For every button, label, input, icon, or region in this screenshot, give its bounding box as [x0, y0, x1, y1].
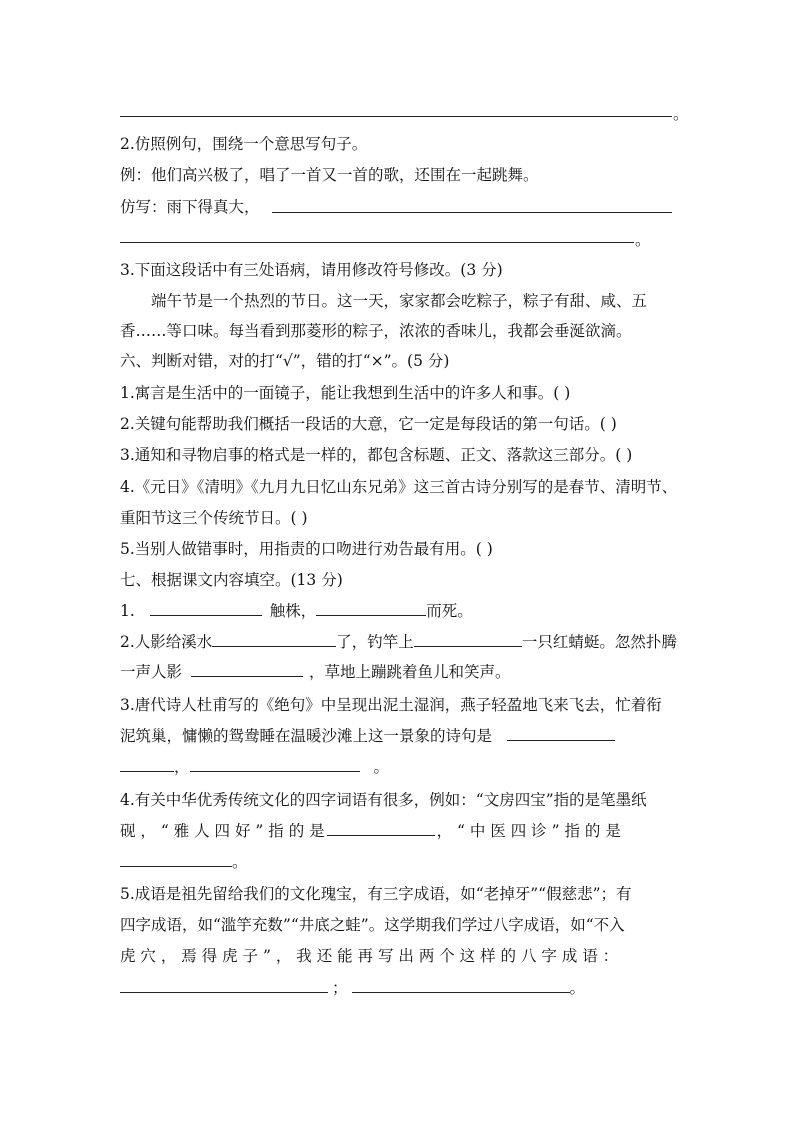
- q3-paragraph-line-2: 香……等口味。每当看到那菱形的粽子，浓浓的香味儿，我都会垂涎欲滴。: [120, 322, 632, 340]
- s7-q3-blank-3[interactable]: [190, 757, 360, 772]
- section-6-title: 六、判断对错，对的打“√”，错的打“×”。(5 分): [120, 352, 450, 370]
- s7-q5-line-2: 四字成语，如“滥竽充数”“井底之蛙”。这学期我们学过八字成语，如“不入: [120, 916, 625, 934]
- q2-answer-line-2[interactable]: [120, 242, 634, 243]
- s7-q5-blank-1[interactable]: [120, 978, 328, 993]
- q2-prompt: 仿写：雨下得真大，: [120, 198, 260, 216]
- s7-q2-b: 了，钓竿上: [336, 633, 414, 651]
- s6-item-1: 1.寓言是生活中的一面镜子，能让我想到生活中的许多人和事。( ): [120, 384, 571, 402]
- s7-q2-c: 一只红蜻蜓。忽然扑腾: [521, 633, 677, 651]
- s7-q5-line-3: 虎 穴 ， 焉 得 虎 子 ” ， 我 还 能 再 写 出 两 个 这 样 的 八 字 成 语 ：: [120, 947, 619, 965]
- s7-q3-blank-1[interactable]: [507, 726, 615, 741]
- s7-q2-blank-1[interactable]: [212, 632, 336, 647]
- q2-example: 例：他们高兴极了，唱了一首又一首的歌，还围在一起跳舞。: [120, 166, 539, 184]
- s7-q2-blank-2[interactable]: [414, 632, 522, 647]
- q3-paragraph-line-1: 端午节是一个热烈的节日。这一天，家家都会吃粽子，粽子有甜、咸、五: [151, 292, 648, 310]
- period-mark: 。: [673, 105, 689, 123]
- s7-q1-end: 而死。: [426, 602, 473, 620]
- s7-q3-line-2-text: 泥筑巢，慵懒的鸳鸯睡在温暖沙滩上这一景象的诗句是: [120, 727, 493, 745]
- s7-q2-blank-3[interactable]: [191, 662, 303, 677]
- s7-q3-line-1: 3.唐代诗人杜甫写的《绝句》中呈现出泥土湿润，燕子轻盈地飞来飞去，忙着衔: [120, 696, 662, 714]
- s6-item-5: 5.当别人做错事时，用指责的口吻进行劝告最有用。( ): [120, 540, 493, 558]
- section-7-title: 七、根据课文内容填空。(13 分): [120, 571, 343, 589]
- s7-q4-end: 。: [232, 853, 248, 871]
- s7-q5-blank-2[interactable]: [352, 978, 570, 993]
- q2-title: 2.仿照例句，围绕一个意思写句子。: [120, 135, 368, 153]
- s7-q2-line-1: [120, 632, 677, 652]
- s7-q5-sep: ；: [332, 979, 348, 997]
- s7-q4-line-2-b: ， “ 中 医 四 诊 ” 指 的 是: [436, 822, 621, 840]
- s6-item-2: 2.关键句能帮助我们概括一段话的大意，它一定是每段话的第一句话。( ): [120, 415, 617, 433]
- s7-q4-blank-2[interactable]: [120, 852, 232, 867]
- s7-q3-blank-2[interactable]: [120, 757, 174, 772]
- q2-answer-line-1[interactable]: [272, 212, 672, 213]
- s7-q1-blank-1[interactable]: [150, 601, 262, 616]
- s7-q2-d: 一声人影: [120, 663, 183, 681]
- s7-q2-line-2: [120, 662, 510, 682]
- s7-q4-blank-1[interactable]: [327, 821, 435, 836]
- s7-q3-line-2: [120, 726, 615, 746]
- s7-q4-line-2: [120, 821, 621, 841]
- s6-item-3: 3.通知和寻物启事的格式是一样的，都包含标题、正文、落款这三部分。( ): [120, 446, 633, 464]
- s7-q1-blank-2[interactable]: [316, 601, 426, 616]
- s7-q1-num: 1.: [120, 602, 135, 620]
- s7-q3-line-3: [120, 757, 389, 777]
- s6-item-4-cont: 重阳节这三个传统节日。( ): [120, 509, 308, 527]
- s7-q3-end: 。: [373, 758, 390, 776]
- s7-q1: [120, 601, 473, 621]
- s7-q3-comma: ，: [174, 758, 190, 776]
- s7-q4-line-1: 4.有关中华优秀传统文化的四字词语有很多，例如：“文房四宝”指的是笔墨纸: [120, 791, 647, 809]
- answer-line[interactable]: [120, 116, 672, 117]
- s7-q2-a: 2.人影给溪水: [120, 633, 213, 651]
- s7-q5-line-1: 5.成语是祖先留给我们的文化瑰宝，有三字成语，如“老掉牙”“假慈悲”；有: [120, 885, 632, 903]
- s6-item-4: 4.《元日》《清明》《九月九日忆山东兄弟》这三首古诗分别写的是春节、清明节、: [120, 478, 678, 496]
- q2-end: 。: [635, 231, 651, 249]
- s7-q5-end: 。: [569, 979, 586, 997]
- s7-q2-e: ，草地上蹦跳着鱼儿和笑声。: [308, 663, 511, 681]
- s7-q4-line-3: [120, 852, 248, 872]
- q3-title: 3.下面这段话中有三处语病，请用修改符号修改。(3 分): [120, 261, 503, 279]
- s7-q1-mid: 触株，: [269, 602, 317, 620]
- s7-q4-line-2-a: 砚 ， “ 雅 人 四 好 ” 指 的 是: [120, 822, 325, 840]
- s7-q5-line-4: [120, 978, 585, 998]
